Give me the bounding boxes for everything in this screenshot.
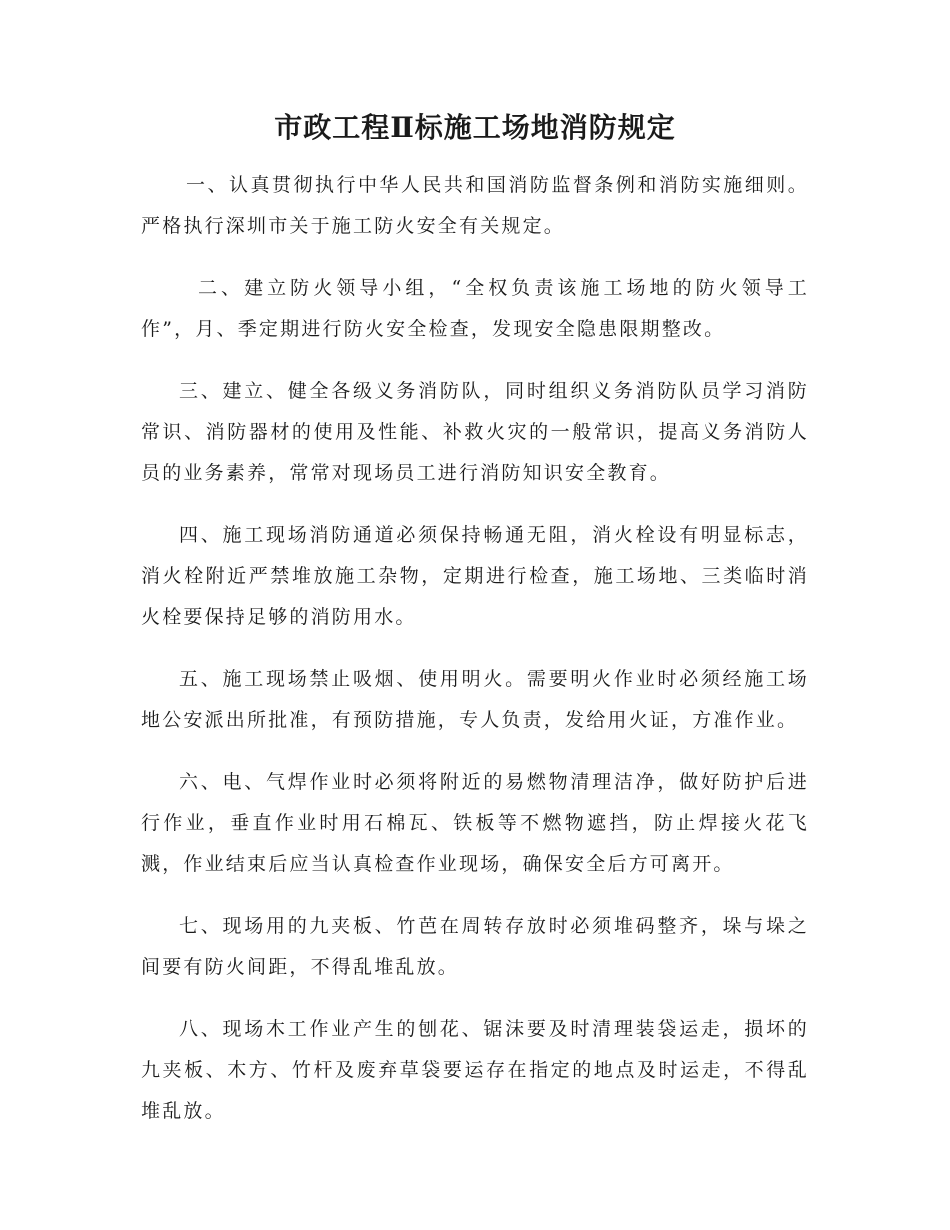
paragraph-7: 七、现场用的九夹板、竹芭在周转存放时必须堆码整齐，垛与垛之间要有防火间距，不得乱堆乱放。 — [141, 915, 809, 978]
paragraph-8: 八、现场木工作业产生的刨花、锯沫要及时清理装袋运走，损坏的九夹板、木方、竹杆及废弃草袋要运存在指定的地点及时运走，不得乱堆乱放。 — [141, 1018, 809, 1122]
document-body — [141, 165, 809, 1153]
paragraph-3: 三、建立、健全各级义务消防队，同时组织义务消防队员学习消防常识、消防器材的使用及性能、补救火灾的一般常识，提高义务消防人员的业务素养，常常对现场员工进行消防知识安全教育。 — [141, 380, 809, 484]
paragraph-4: 四、施工现场消防通道必须保持畅通无阻，消火栓设有明显标志，消火栓附近严禁堆放施工杂物，定期进行检查，施工场地、三类临时消火栓要保持足够的消防用水。 — [141, 524, 809, 628]
paragraph-2: 二、建立防火领导小组，“全权负责该施工场地的防火领导工作”，月、季定期进行防火安全检查，发现安全隐患限期整改。 — [141, 277, 809, 340]
document-title: 市政工程Ⅱ标施工场地消防规定 — [274, 111, 676, 144]
paragraph-1: 一、认真贯彻执行中华人民共和国消防监督条例和消防实施细则。严格执行深圳市关于施工防火安全有关规定。 — [141, 174, 809, 237]
paragraph-6: 六、电、气焊作业时必须将附近的易燃物清理洁净，做好防护后进行作业，垂直作业时用石棉瓦、铁板等不燃物遮挡，防止焊接火花飞溅，作业结束后应当认真检查作业现场，确保安全后方可离开。 — [141, 771, 809, 875]
paragraph-5: 五、施工现场禁止吸烟、使用明火。需要明火作业时必须经施工场地公安派出所批准，有预防措施，专人负责，发给用火证，方准作业。 — [141, 668, 809, 731]
